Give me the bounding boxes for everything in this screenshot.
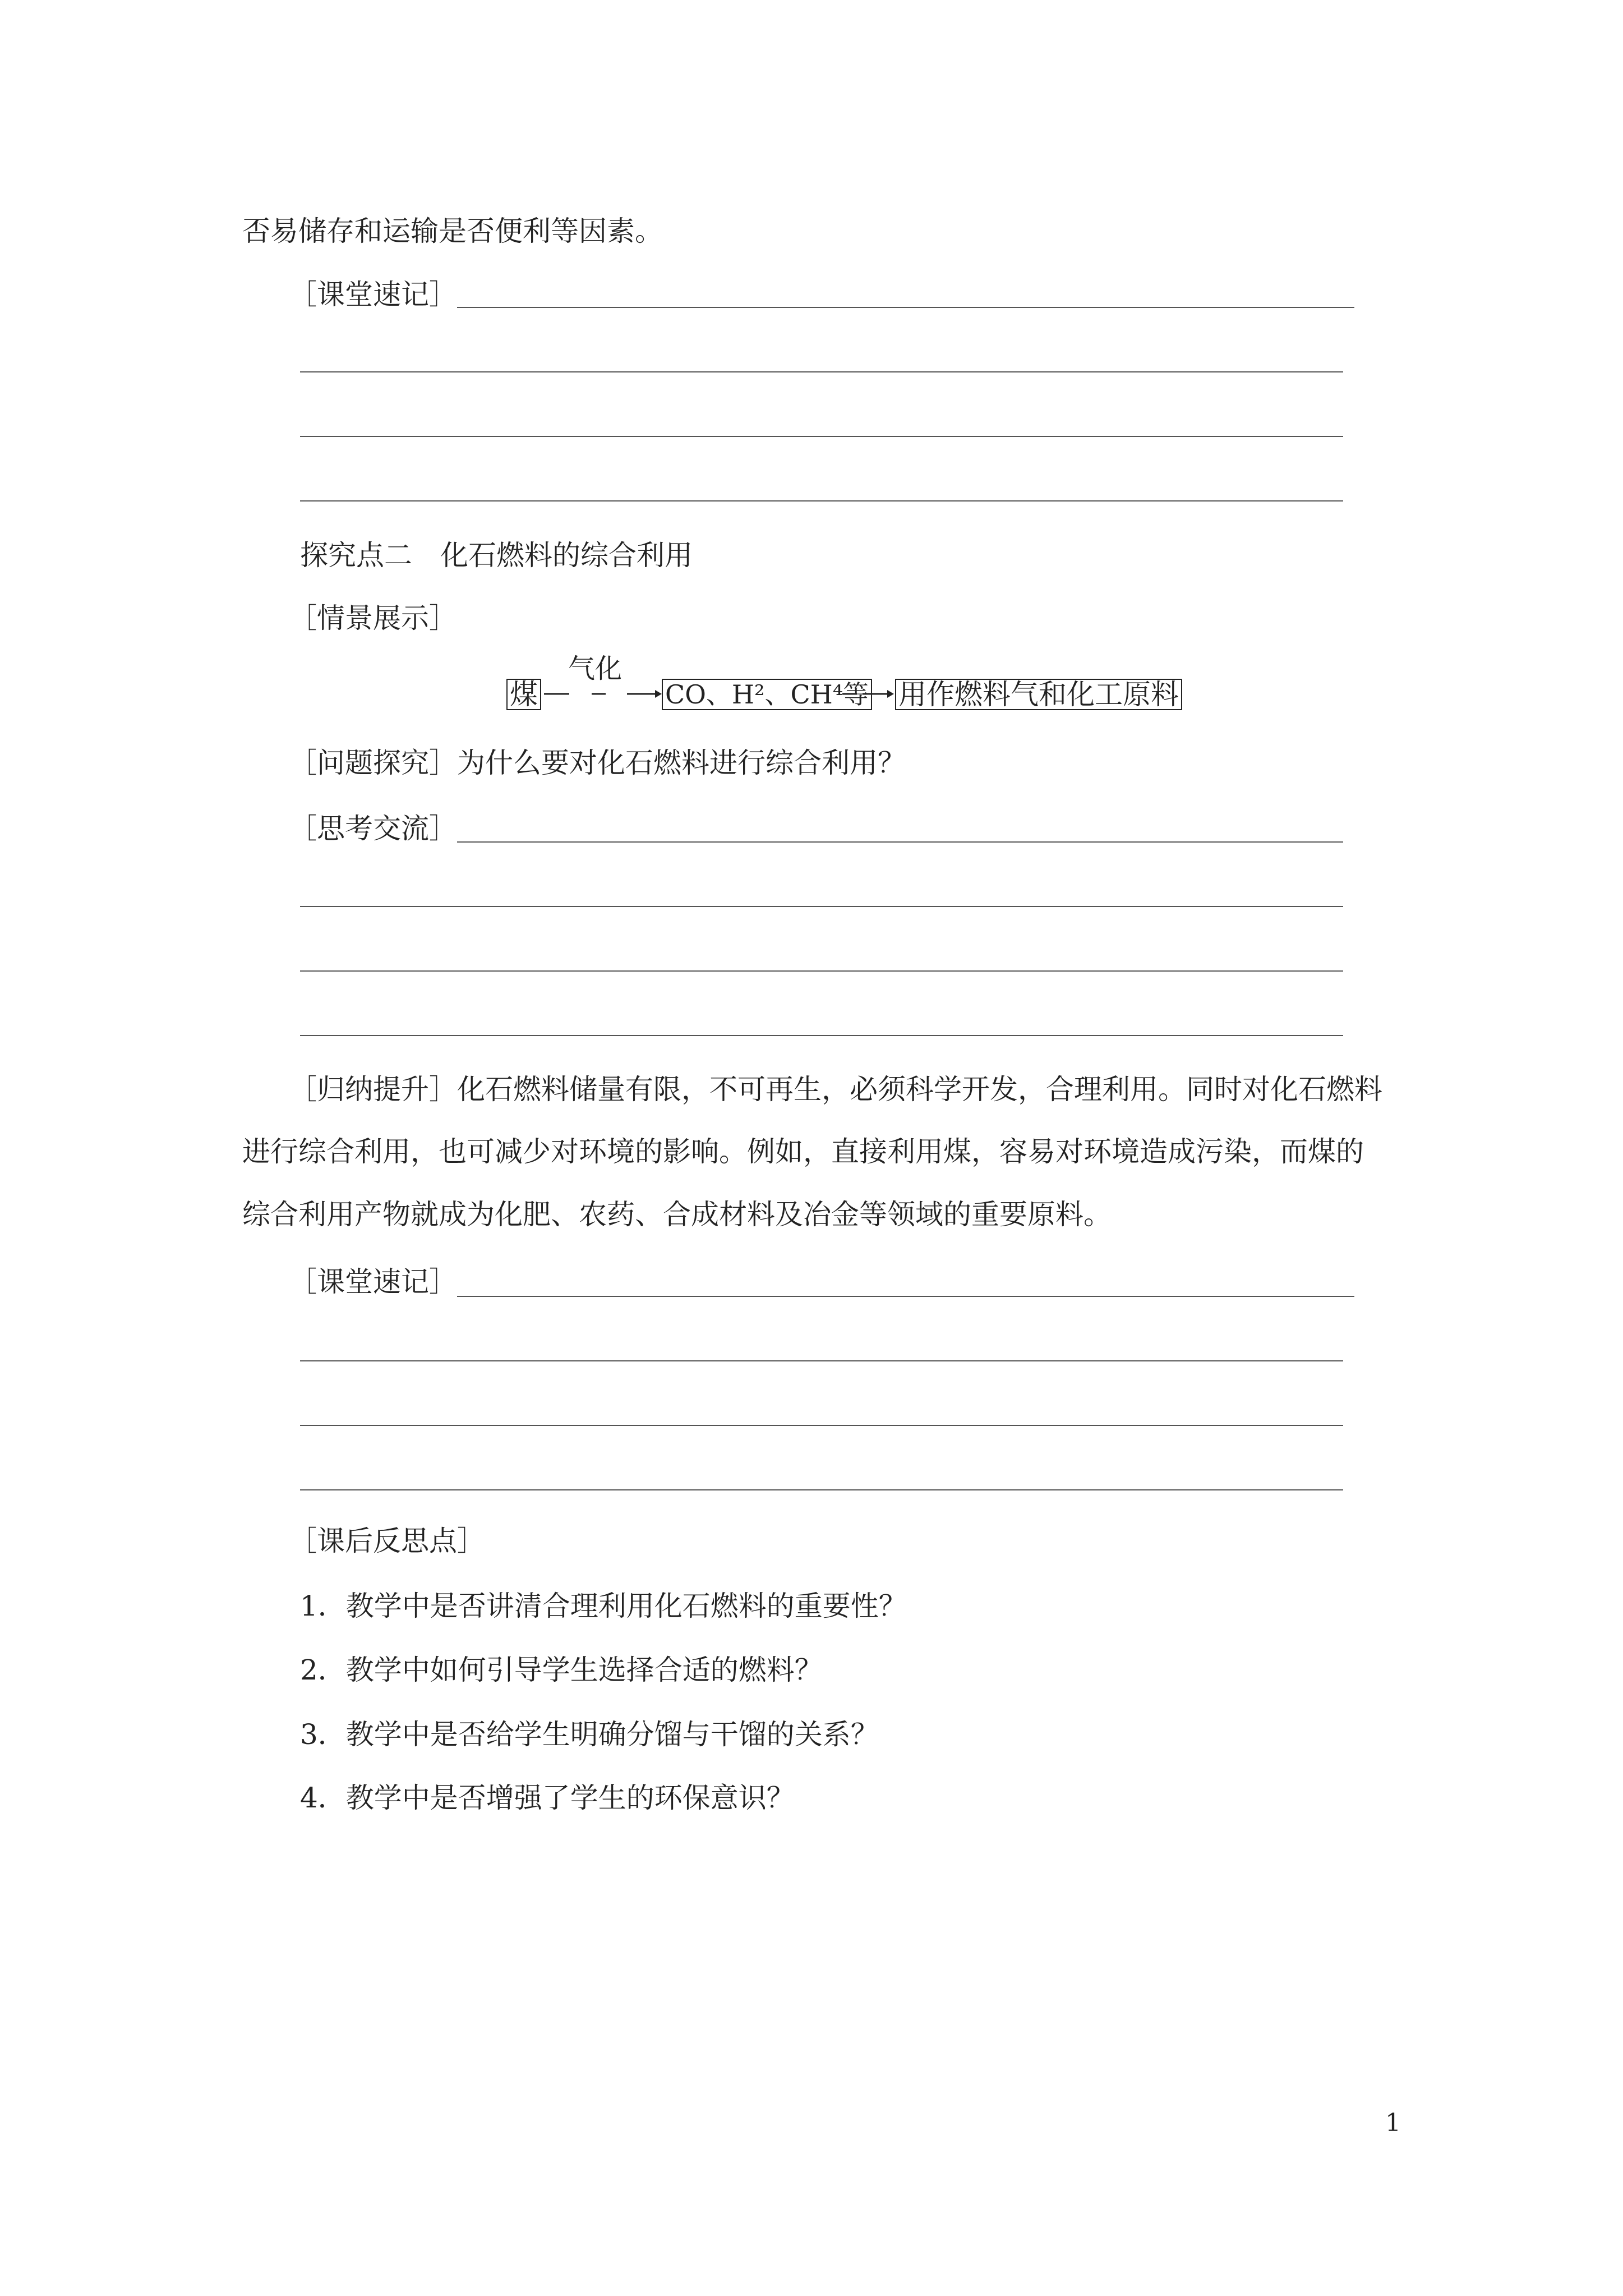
reflection-item: 4．教学中是否增强了学生的环保意识？: [300, 1782, 795, 1814]
notes-line[interactable]: [300, 1489, 1343, 1490]
section-heading: 探究点二 化石燃料的综合利用: [300, 539, 693, 572]
notes-line[interactable]: [300, 500, 1343, 501]
flow-start: 煤: [506, 678, 541, 711]
notes-line[interactable]: [457, 1296, 1354, 1297]
flow-arrow-icon: [841, 685, 895, 702]
reflection-item: 1．教学中是否讲清合理利用化石燃料的重要性？: [300, 1590, 907, 1622]
summary-line: 综合利用产物就成为化肥、农药、合成材料及冶金等领域的重要原料。: [242, 1198, 1112, 1231]
discussion-label: ［思考交流］: [289, 812, 457, 845]
summary-line: 进行综合利用，也可减少对环境的影响。例如，直接利用煤，容易对环境造成污染，而煤的: [242, 1135, 1364, 1168]
notes-line[interactable]: [300, 1425, 1343, 1426]
intro-continuation: 否易储存和运输是否便利等因素。: [242, 215, 663, 247]
reflection-item: 2．教学中如何引导学生选择合适的燃料？: [300, 1654, 823, 1686]
flow-arrow-icon: [538, 685, 662, 702]
discussion-line[interactable]: [457, 841, 1343, 843]
notes-label: ［课堂速记］: [289, 1266, 457, 1298]
reflection-title: ［课后反思点］: [289, 1525, 485, 1557]
discussion-line[interactable]: [300, 1035, 1343, 1036]
notes-line[interactable]: [300, 1360, 1343, 1361]
discussion-line[interactable]: [300, 906, 1343, 907]
notes-label: ［课堂速记］: [289, 278, 457, 311]
flow-arrow-label: 气化: [568, 653, 623, 684]
question-text: ［问题探究］为什么要对化石燃料进行综合利用？: [289, 747, 906, 779]
flow-middle: CO、H²、CH⁴等: [662, 678, 872, 711]
notes-line[interactable]: [457, 307, 1354, 308]
flow-diagram: [0, 0, 1623, 729]
reflection-item: 3．教学中是否给学生明确分馏与干馏的关系？: [300, 1718, 879, 1751]
summary-line: ［归纳提升］化石燃料储量有限，不可再生，必须科学开发，合理利用。同时对化石燃料: [289, 1073, 1382, 1106]
flow-end: 用作燃料气和化工原料: [895, 678, 1182, 711]
page-number: 1: [1385, 2109, 1401, 2137]
notes-line[interactable]: [300, 371, 1343, 372]
notes-line[interactable]: [300, 436, 1343, 437]
discussion-line[interactable]: [300, 970, 1343, 972]
scenario-label: ［情景展示］: [289, 602, 457, 634]
